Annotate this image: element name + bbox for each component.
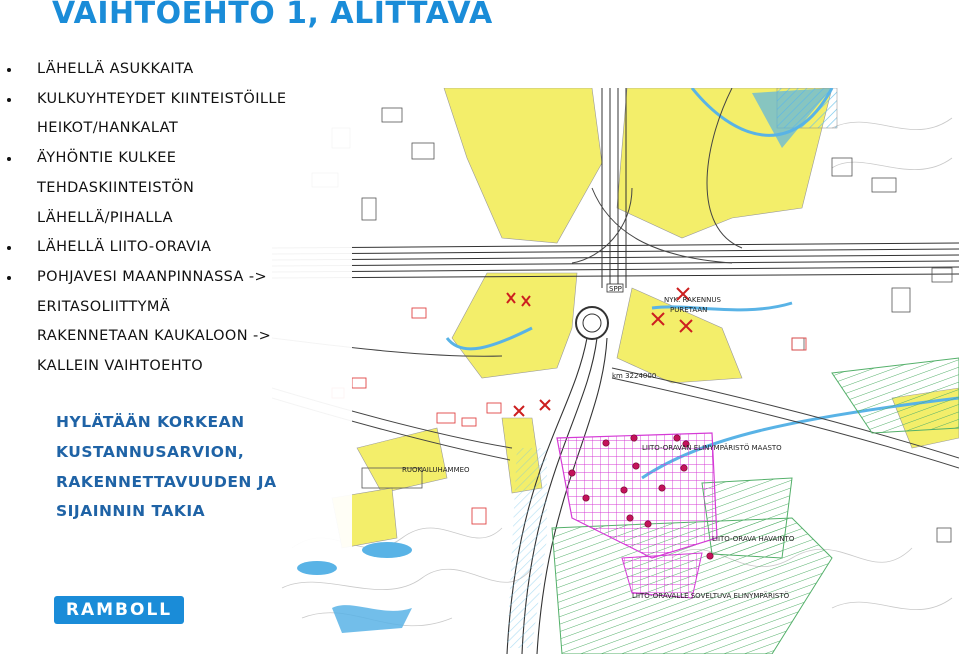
rejection-line: HYLÄTÄÄN KORKEAN [56, 413, 245, 431]
label-liito-havainto: LIITO-ORAVA HAVAINTO [712, 535, 795, 543]
rejection-line: SIJAINNIN TAKIA [56, 502, 206, 521]
bullet-item: ÄYHÖNTIE KULKEE [0, 144, 286, 174]
page-title: VAIHTOEHTO 1, ALITTAVA [52, 0, 493, 31]
rejection-note [56, 408, 277, 527]
label-liito-ymparisto: LIITO-ORAVALLE SOVELTUVA ELINYMPÄRISTÖ [632, 592, 790, 600]
bullet-item: LÄHELLÄ ASUKKAITA [0, 55, 286, 85]
bullet-item-continuation: RAKENNETAAN KAUKALOON -> [37, 328, 272, 345]
bullet-list [0, 55, 286, 382]
bullet-item-continuation: KALLEIN VAIHTOEHTO [37, 358, 204, 375]
route-plan-map [272, 88, 959, 654]
bullet-item-continuation: LÄHELLÄ/PIHALLA [37, 209, 173, 226]
bullet-item: KULKUYHTEYDET KIINTEISTÖILLE [0, 85, 286, 115]
rejection-line: RAKENNETTAVUUDEN JA [56, 472, 277, 491]
bullet-item: POHJAVESI MAANPINNASSA -> [0, 263, 286, 293]
bullet-item: LÄHELLÄ LIITO-ORAVIA [0, 233, 286, 263]
label-km: km 3224000 [612, 372, 657, 380]
label-nyk-rakennus: NYK. RAKENNUS [664, 296, 721, 304]
bullet-item-continuation: ERITASOLIITTYMÄ [37, 298, 171, 315]
bullet-item-continuation: TEHDASKIINTEISTÖN [37, 179, 195, 196]
label-sign: SPP [609, 285, 622, 293]
label-ruokailuhamme: RUOKAILUHAMMEO [402, 466, 470, 474]
label-purettaan: PURETAAN [670, 306, 708, 314]
rejection-line: KUSTANNUSARVION, [56, 442, 245, 461]
bullet-item-continuation: HEIKOT/HANKALAT [37, 120, 179, 137]
ramboll-logo: RAMBOLL [54, 596, 184, 624]
label-liito-ymp-top: LIITO-ORAVAN ELINYMPÄRISTÖ MAASTO [642, 444, 782, 452]
